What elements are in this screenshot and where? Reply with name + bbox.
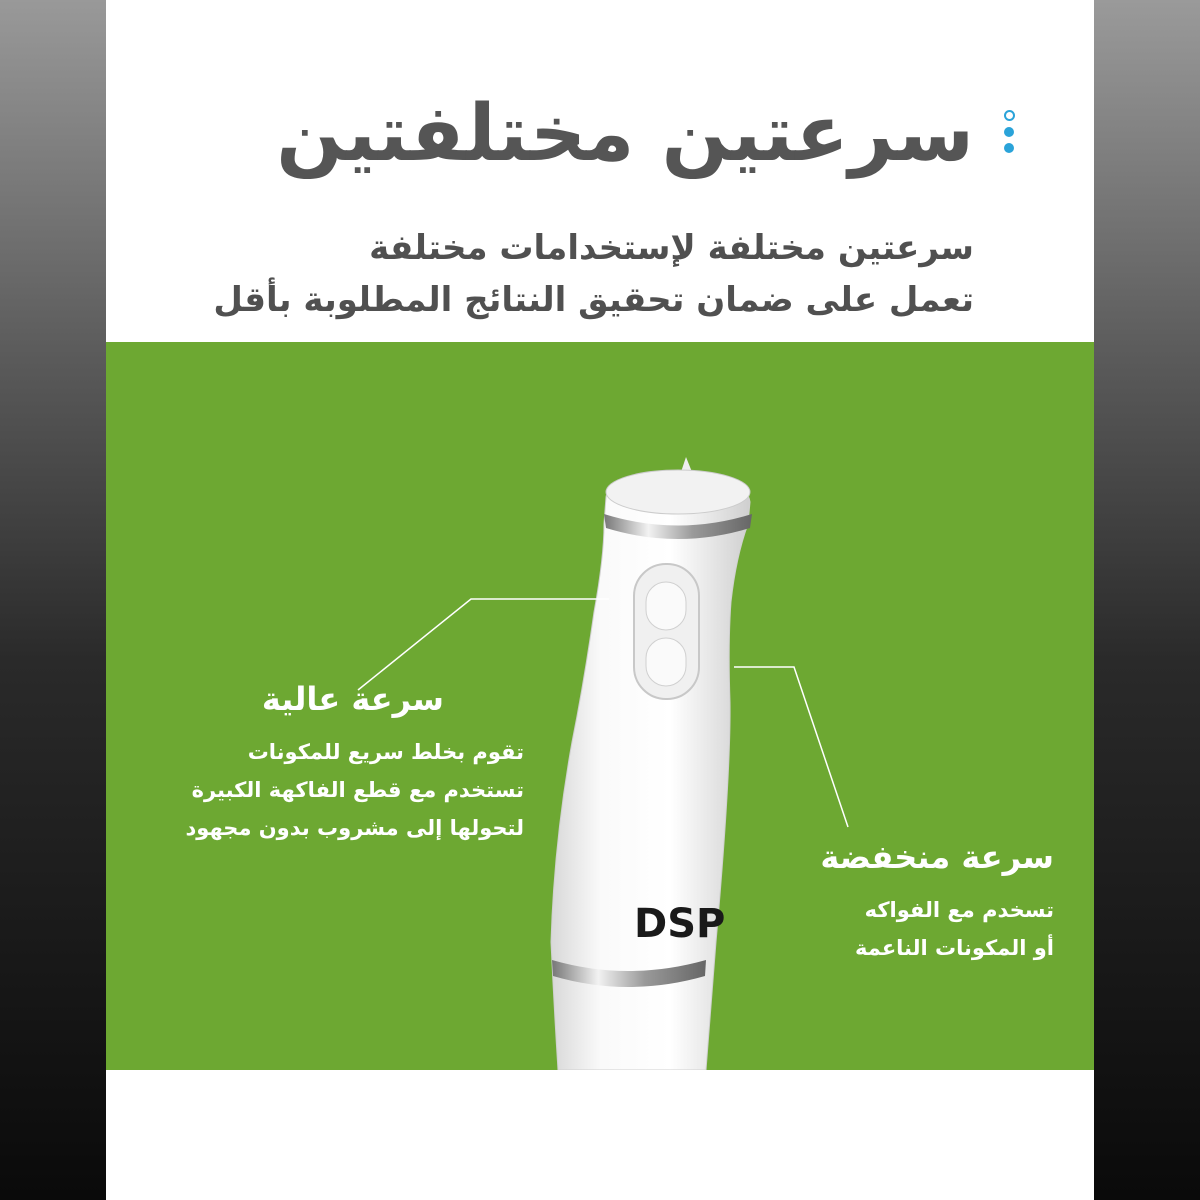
right-border bbox=[1094, 0, 1200, 1200]
high-speed-line: تقوم بخلط سريع للمكونات bbox=[247, 740, 524, 764]
low-speed-line: أو المكونات الناعمة bbox=[855, 936, 1054, 960]
low-speed-line: تسخدم مع الفواكه bbox=[864, 898, 1054, 922]
low-speed-title: سرعة منخفضة bbox=[820, 838, 1054, 876]
page-title: سرعتين مختلفتين bbox=[276, 89, 974, 179]
feature-section bbox=[106, 342, 1094, 1070]
low-speed-callout-line bbox=[734, 667, 848, 827]
brand-logo: DSP bbox=[634, 901, 726, 947]
product-panel bbox=[106, 0, 1094, 1200]
high-speed-line: تستخدم مع قطع الفاكهة الكبيرة bbox=[191, 778, 524, 802]
left-border bbox=[0, 0, 106, 1200]
high-speed-callout-line bbox=[358, 599, 609, 690]
subtitle-line: تعمل على ضمان تحقيق النتائج المطلوبة بأقل bbox=[213, 280, 974, 320]
high-speed-description bbox=[186, 733, 525, 847]
high-speed-line: لتحولها إلى مشروب بدون مجهود bbox=[185, 816, 524, 840]
high-speed-title: سرعة عالية bbox=[261, 680, 444, 718]
dots-icon bbox=[1004, 110, 1016, 159]
low-speed-description bbox=[855, 891, 1054, 967]
subtitle-line: سرعتين مختلفة لإستخدامات مختلفة bbox=[369, 228, 974, 268]
